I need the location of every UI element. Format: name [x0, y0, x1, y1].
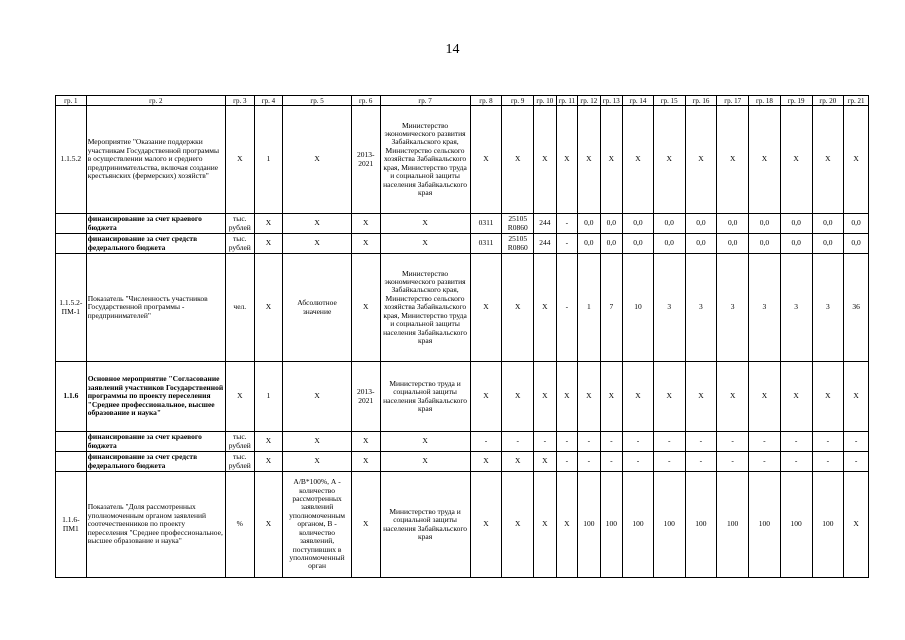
header-row	[56, 96, 869, 106]
table-cell: 0,0	[717, 214, 749, 234]
table-cell: 0,0	[623, 214, 654, 234]
table-cell: -	[685, 432, 717, 452]
table-cell: -	[502, 432, 534, 452]
table-cell: 244	[534, 234, 557, 254]
header-cell: гр. 16	[685, 96, 717, 106]
table-cell: тыс. рублей	[225, 214, 254, 234]
table-cell: 0,0	[578, 214, 601, 234]
table-cell: -	[600, 452, 623, 472]
table-cell: А/В*100%, А - количество рассмотренных заявлений уполномоченным органом, В - количество заявлений, поступивших в уполномоченный орган	[283, 472, 352, 578]
responsible-cell: X	[380, 432, 470, 452]
table-cell: X	[534, 106, 557, 214]
table-cell: 25105 R0860	[502, 214, 534, 234]
table-row	[56, 254, 869, 362]
table-cell: 0311	[470, 234, 502, 254]
header-cell: гр. 6	[351, 96, 380, 106]
responsible-cell: X	[380, 234, 470, 254]
table-cell: -	[685, 452, 717, 472]
header-cell: гр. 5	[283, 96, 352, 106]
header-cell: гр. 8	[470, 96, 502, 106]
table-cell: 0,0	[812, 214, 844, 234]
table-cell: X	[283, 214, 352, 234]
responsible-cell: Министерство труда и социальной защиты населения Забайкальского края	[380, 362, 470, 432]
table-cell: X	[351, 452, 380, 472]
table-cell: -	[556, 452, 578, 472]
responsible-cell: Министерство труда и социальной защиты населения Забайкальского края	[380, 472, 470, 578]
table-cell: X	[502, 452, 534, 472]
table-cell: X	[470, 472, 502, 578]
table-cell: X	[351, 234, 380, 254]
row-code: 1.1.6-ПМ1	[56, 472, 87, 578]
table-cell: 1	[254, 106, 283, 214]
table-cell: X	[749, 362, 781, 432]
table-cell: X	[844, 362, 869, 432]
table-cell: 100	[578, 472, 601, 578]
header-cell: гр. 7	[380, 96, 470, 106]
responsible-cell: X	[380, 214, 470, 234]
header-cell: гр. 20	[812, 96, 844, 106]
table-cell: X	[556, 106, 578, 214]
table-cell: 3	[653, 254, 685, 362]
table-cell: X	[844, 472, 869, 578]
table-cell: -	[623, 452, 654, 472]
table-cell: X	[502, 472, 534, 578]
header-cell: гр. 4	[254, 96, 283, 106]
table-cell: -	[556, 254, 578, 362]
table-cell: X	[685, 362, 717, 432]
header-cell: гр. 17	[717, 96, 749, 106]
header-cell: гр. 14	[623, 96, 654, 106]
table-cell: 0,0	[749, 214, 781, 234]
table-cell: X	[283, 362, 352, 432]
table-cell: -	[578, 432, 601, 452]
table-cell: X	[283, 234, 352, 254]
table-cell: X	[749, 106, 781, 214]
table-cell: 0,0	[780, 214, 812, 234]
table-cell: X	[556, 472, 578, 578]
table-cell: -	[717, 452, 749, 472]
table-cell: -	[780, 452, 812, 472]
table-cell: 7	[600, 254, 623, 362]
table-cell: X	[225, 106, 254, 214]
table-cell: X	[685, 106, 717, 214]
row-code: 1.1.5.2	[56, 106, 87, 214]
table-cell: -	[600, 432, 623, 452]
table-row	[56, 106, 869, 214]
row-code: 1.1.6	[56, 362, 87, 432]
row-title: финансирование за счет краевого бюджета	[86, 214, 225, 234]
table-cell: -	[844, 432, 869, 452]
row-title: финансирование за счет средств федерального бюджета	[86, 452, 225, 472]
table-cell: X	[470, 254, 502, 362]
responsible-cell: Министерство экономического развития Забайкальского края, Министерство сельского хозяйства Забайкальского края, Министерство труда и социальной защиты населения Забайкальского края	[380, 106, 470, 214]
header-cell: гр. 9	[502, 96, 534, 106]
table-row	[56, 472, 869, 578]
header-cell: гр. 21	[844, 96, 869, 106]
table-cell: 2013-2021	[351, 106, 380, 214]
table-cell: 0,0	[653, 234, 685, 254]
table-cell: X	[534, 254, 557, 362]
table-cell: X	[556, 362, 578, 432]
header-cell: гр. 18	[749, 96, 781, 106]
table-cell: X	[780, 106, 812, 214]
table-cell: X	[717, 362, 749, 432]
page-number: 14	[445, 42, 460, 57]
table-cell: 0,0	[600, 234, 623, 254]
table-cell: X	[283, 432, 352, 452]
table-cell: X	[283, 106, 352, 214]
table-cell: 0,0	[844, 214, 869, 234]
row-code	[56, 452, 87, 472]
table-cell: 3	[717, 254, 749, 362]
table-cell: X	[534, 452, 557, 472]
table-cell: 100	[623, 472, 654, 578]
table-cell: X	[254, 234, 283, 254]
table-cell: 0,0	[812, 234, 844, 254]
table-cell: -	[556, 234, 578, 254]
table-cell: 100	[717, 472, 749, 578]
table-cell: X	[502, 362, 534, 432]
table-cell: -	[623, 432, 654, 452]
responsible-cell: Министерство экономического развития Забайкальского края, Министерство сельского хозяйства Забайкальского края, Министерство труда и социальной защиты населения Забайкальского края	[380, 254, 470, 362]
table-cell: X	[254, 452, 283, 472]
table-cell: X	[600, 106, 623, 214]
table-cell: -	[534, 432, 557, 452]
table-cell: X	[351, 472, 380, 578]
table-cell: X	[623, 106, 654, 214]
table-cell: 0,0	[780, 234, 812, 254]
table-cell: тыс. рублей	[225, 432, 254, 452]
table-cell: X	[812, 106, 844, 214]
table-cell: X	[812, 362, 844, 432]
table-cell: X	[254, 472, 283, 578]
table-cell: 100	[812, 472, 844, 578]
table-row	[56, 234, 869, 254]
table-cell: X	[578, 362, 601, 432]
table-row	[56, 452, 869, 472]
table-cell: -	[749, 452, 781, 472]
table-cell: -	[812, 452, 844, 472]
table-cell: 0,0	[600, 214, 623, 234]
table-cell: X	[470, 362, 502, 432]
table-row	[56, 362, 869, 432]
table-cell: -	[653, 452, 685, 472]
table-cell: 0,0	[685, 214, 717, 234]
table-cell: X	[502, 106, 534, 214]
row-title: Показатель "Доля рассмотренных уполномоченным органом заявлений соотечественников по проекту переселения "Среднее профессиональное, высшее образование и наука"	[86, 472, 225, 578]
header-cell: гр. 19	[780, 96, 812, 106]
table-cell: X	[351, 254, 380, 362]
table-cell: 0,0	[578, 234, 601, 254]
header-cell: гр. 10	[534, 96, 557, 106]
table-cell: 100	[749, 472, 781, 578]
table-cell: 0,0	[717, 234, 749, 254]
header-cell: гр. 11	[556, 96, 578, 106]
table-cell: X	[470, 452, 502, 472]
table-cell: -	[749, 432, 781, 452]
table-cell: тыс. рублей	[225, 452, 254, 472]
program-table	[55, 95, 869, 578]
row-code: 1.1.5.2-ПМ-1	[56, 254, 87, 362]
table-cell: 0,0	[623, 234, 654, 254]
table-cell: 0,0	[749, 234, 781, 254]
table-cell: 10	[623, 254, 654, 362]
table-cell: 100	[653, 472, 685, 578]
table-row	[56, 214, 869, 234]
row-title: Показатель "Численность участников Государственной программы - предпринимателей"	[86, 254, 225, 362]
table-cell: 0,0	[653, 214, 685, 234]
table-cell: -	[556, 432, 578, 452]
table-cell: 0,0	[844, 234, 869, 254]
table-cell: X	[351, 432, 380, 452]
table-cell: X	[653, 362, 685, 432]
table-cell: X	[225, 362, 254, 432]
table-cell: X	[254, 254, 283, 362]
header-cell: гр. 3	[225, 96, 254, 106]
table-cell: Абсолютное значение	[283, 254, 352, 362]
header-cell: гр. 13	[600, 96, 623, 106]
table-cell: 1	[578, 254, 601, 362]
table-cell: чел.	[225, 254, 254, 362]
header-cell: гр. 1	[56, 96, 87, 106]
responsible-cell: X	[380, 452, 470, 472]
table-cell: 244	[534, 214, 557, 234]
table-cell: 100	[685, 472, 717, 578]
table-cell: 1	[254, 362, 283, 432]
table-cell: 3	[812, 254, 844, 362]
table-row	[56, 432, 869, 452]
table-cell: -	[717, 432, 749, 452]
table-cell: X	[600, 362, 623, 432]
row-code	[56, 214, 87, 234]
table-cell: -	[556, 214, 578, 234]
table-cell: %	[225, 472, 254, 578]
table-cell: X	[653, 106, 685, 214]
table-cell: -	[653, 432, 685, 452]
table-cell: X	[502, 254, 534, 362]
table-cell: X	[351, 214, 380, 234]
header-cell: гр. 12	[578, 96, 601, 106]
table-cell: 25105 R0860	[502, 234, 534, 254]
header-cell: гр. 15	[653, 96, 685, 106]
table-cell: X	[844, 106, 869, 214]
table-cell: X	[470, 106, 502, 214]
table-cell: -	[812, 432, 844, 452]
table-cell: X	[254, 214, 283, 234]
row-title: финансирование за счет краевого бюджета	[86, 432, 225, 452]
table-cell: X	[623, 362, 654, 432]
table-cell: -	[844, 452, 869, 472]
table-cell: -	[578, 452, 601, 472]
table-cell: 2013-2021	[351, 362, 380, 432]
table-cell: 3	[749, 254, 781, 362]
table-cell: X	[717, 106, 749, 214]
table-cell: -	[780, 432, 812, 452]
table-cell: 100	[780, 472, 812, 578]
table-cell: X	[283, 452, 352, 472]
table-cell: X	[534, 472, 557, 578]
header-cell: гр. 2	[86, 96, 225, 106]
table-cell: X	[578, 106, 601, 214]
table-cell: 36	[844, 254, 869, 362]
table-cell: 100	[600, 472, 623, 578]
table-cell: X	[254, 432, 283, 452]
row-code	[56, 234, 87, 254]
table-cell: 3	[780, 254, 812, 362]
row-code	[56, 432, 87, 452]
table-cell: -	[470, 432, 502, 452]
row-title: Мероприятие "Оказание поддержки участникам Государственной программы в осуществлении малого и среднего предпринимательства, включая создание крестьянских (фермерских) хозяйств"	[86, 106, 225, 214]
table-cell: 0,0	[685, 234, 717, 254]
table-cell: 3	[685, 254, 717, 362]
table-cell: 0311	[470, 214, 502, 234]
table-cell: X	[780, 362, 812, 432]
table-cell: тыс. рублей	[225, 234, 254, 254]
table-cell: X	[534, 362, 557, 432]
row-title: Основное мероприятие "Согласование заявлений участников Государственной программы по проекту переселения "Среднее профессиональное, высшее образование и наука"	[86, 362, 225, 432]
row-title: финансирование за счет средств федерального бюджета	[86, 234, 225, 254]
